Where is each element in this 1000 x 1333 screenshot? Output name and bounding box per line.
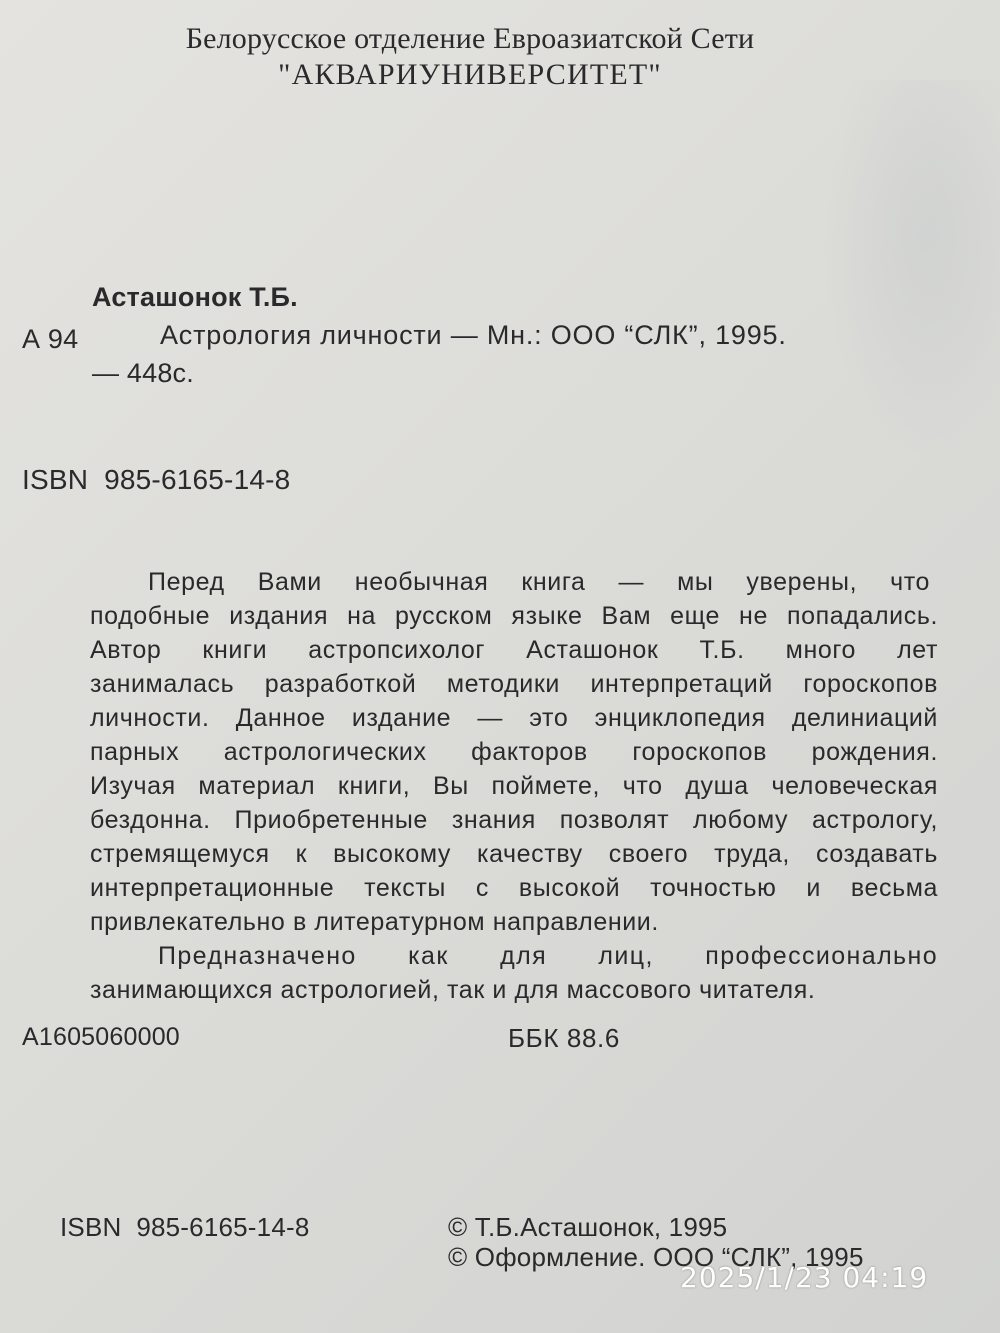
annotation-line: Предназначено как для лиц, профессионально: [158, 942, 938, 970]
annotation-line: занималась разработкой методики интерпретаций гороскопов: [90, 670, 938, 698]
copyright-design: © Оформление. ООО “СЛК”, 1995: [448, 1242, 864, 1272]
annotation-line: подобные издания на русском языке Вам еще не попадались.: [90, 602, 938, 630]
publisher-header-line2: "АКВАРИУНИВЕРСИТЕТ": [278, 58, 662, 91]
show-through-shadow: [820, 80, 1000, 460]
catalog-title-line: Астрология личности — Мн.: ООО “СЛК”, 1995.: [160, 320, 787, 350]
copyright-author: © Т.Б.Асташонок, 1995: [448, 1212, 728, 1242]
annotation-line: Перед Вами необычная книга — мы уверены, что: [148, 568, 930, 596]
publisher-header-line1: Белорусское отделение Евроазиатской Сети: [185, 22, 755, 55]
annotation-line: занимающихся астрологией, так и для массового читателя.: [90, 976, 816, 1004]
classification-code: А1605060000: [22, 1023, 180, 1051]
annotation-line: привлекательно в литературном направлении.: [90, 908, 659, 936]
annotation-line: Изучая материал книги, Вы поймете, что душа человеческая: [90, 772, 938, 800]
isbn-footer: ISBN 985-6165-14-8: [60, 1212, 310, 1242]
annotation-line: бездонна. Приобретенные знания позволят любому астрологу,: [90, 806, 938, 834]
isbn-top: ISBN 985-6165-14-8: [22, 464, 291, 495]
catalog-author: Асташонок Т.Б.: [92, 282, 298, 312]
bbk-code: ББК 88.6: [508, 1023, 620, 1053]
annotation-line: стремящемуся к высокому качеству своего труда, создавать: [90, 840, 938, 868]
annotation-line: интерпретационные тексты с высокой точностью и весьма: [90, 874, 938, 902]
annotation-line: парных астрологических факторов гороскопов рождения.: [90, 738, 938, 766]
catalog-pages-line: — 448с.: [92, 358, 194, 388]
photo-timestamp: 2025/1/23 04:19: [680, 1261, 929, 1294]
annotation-line: личности. Данное издание — это энциклопедия делиниаций: [90, 704, 938, 732]
annotation-line: Автор книги астропсихолог Асташонок Т.Б. много лет: [90, 636, 938, 664]
catalog-index: А 94: [22, 324, 79, 354]
